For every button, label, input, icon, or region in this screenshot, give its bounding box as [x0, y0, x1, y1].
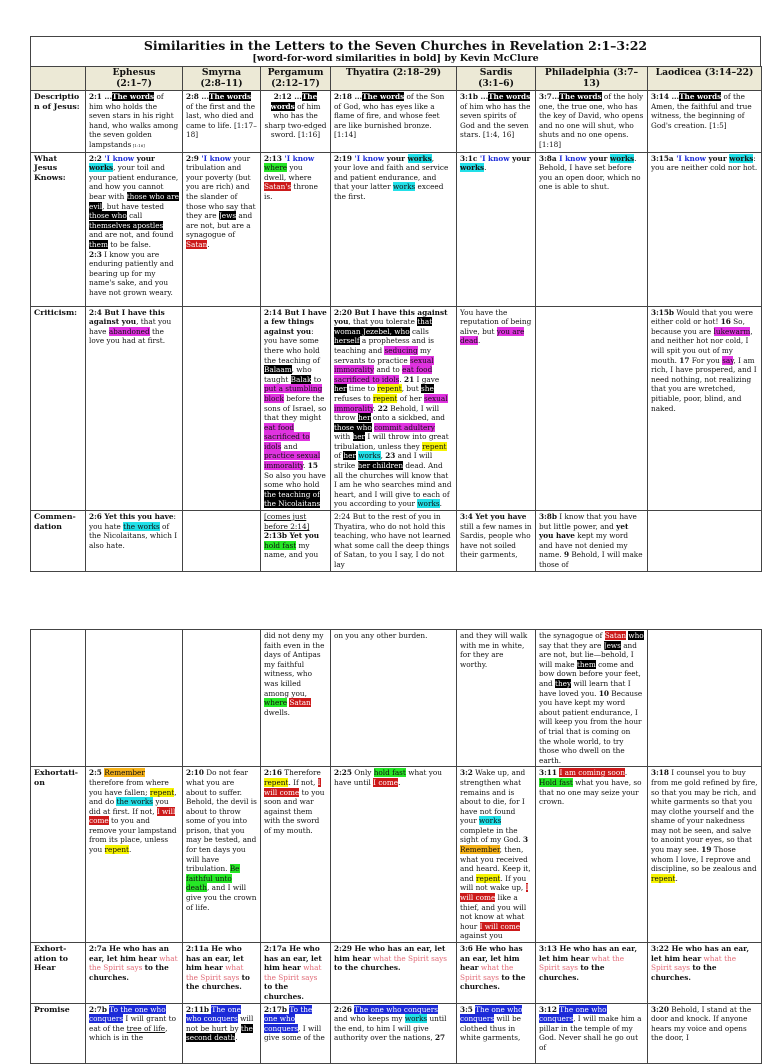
row-label-knows: What Jesus Knows:	[31, 152, 86, 306]
cell-commendation-pergamum: [comes just before 2:14] 2:13b Yet you hold fast my name, and you	[261, 511, 331, 572]
cell-exhortation-ephesus: 2:5 Remember therefore from where you have fallen; repent, and do the works you did at first. If not, I will come to you and remove your lampstand from its place, unless you repent.	[86, 767, 183, 943]
promise-row	[31, 1003, 762, 1063]
exhortation-row	[31, 767, 762, 943]
cell-knows-thyatira: 2:19 'I know your works, your love and faith and service and patient endurance, and that your latter works exceed the first.	[331, 152, 457, 306]
commendation-row-continued	[31, 630, 762, 767]
churches-table	[30, 66, 762, 572]
cell-promise-sardis: 3:5 The one who conquers will be clothed thus in white garments,	[457, 1003, 536, 1063]
column-header-sardis: Sardis (3:1–6)	[457, 67, 536, 91]
column-header-pergamum: Pergamum (2:12–17)	[261, 67, 331, 91]
document-subtitle: [word-for-word similarities in bold] by Kevin McClure	[252, 53, 539, 64]
corner-cell	[31, 67, 86, 91]
document-page-2	[30, 629, 761, 1052]
document-header	[30, 36, 761, 66]
cell-knows-philadelphia: 3:8a I know your works. Behold, I have set before you an open door, which no one is able to shut.	[536, 152, 648, 306]
cell-hear-sardis: 3:6 He who has an ear, let him hear what the Spirit says to the churches.	[457, 943, 536, 1004]
cell-commendation-ephesus-cont	[86, 630, 183, 767]
churches-table-continued	[30, 629, 762, 1064]
cell-promise-philadelphia: 3:12 The one who conquers, I will make him a pillar in the temple of my God. Never shall he go out of	[536, 1003, 648, 1063]
cell-commendation-philadelphia-cont: the synagogue of Satan who say that they are Jews and are not, but lie—behold, I will make them come and bow down before your feet, and they will learn that I have loved you. 10 Because you have kept my word about patient endurance, I will keep you from the hour of trial that is coming on the whole world, to try those who dwell on the earth.	[536, 630, 648, 767]
cell-knows-ephesus: 2:2 'I know your works, your toil and your patient endurance, and how you cannot bear with those who are evil, but have tested those who call themselves apostles and are not, and found them to be false. 2:3 I know you are enduring patiently and bearing up for my name's sake, and you have not grown weary.	[86, 152, 183, 306]
column-header-row	[31, 67, 762, 91]
cell-criticism-ephesus: 2:4 But I have this against you, that you have abandoned the love you had at first.	[86, 306, 183, 510]
cell-description-sardis: 3:1b ...The words of him who has the seven spirits of God and the seven stars. [1:4, 16]	[457, 91, 536, 153]
cell-commendation-laodicea-cont	[648, 630, 762, 767]
cell-promise-thyatira: 2:26 The one who conquers and who keeps my works until the end, to him I will give authority over the nations, 27	[331, 1003, 457, 1063]
commendation-row	[31, 511, 762, 572]
cell-commendation-sardis-cont: and they will walk with me in white, for they are worthy.	[457, 630, 536, 767]
row-label-hear: Exhort-ation to Hear	[31, 943, 86, 1004]
cell-hear-philadelphia: 3:13 He who has an ear, let him hear what the Spirit says to the churches.	[536, 943, 648, 1004]
document-page-1	[30, 36, 761, 569]
cell-knows-pergamum: 2:13 'I know where you dwell, where Satan's throne is.	[261, 152, 331, 306]
cell-commendation-ephesus: 2:6 Yet this you have: you hate the works of the Nicolaitans, which I also hate.	[86, 511, 183, 572]
description-row	[31, 91, 762, 153]
cell-hear-thyatira: 2:29 He who has an ear, let him hear what the Spirit says to the churches.	[331, 943, 457, 1004]
cell-hear-smyrna: 2:11a He who has an ear, let him hear what the Spirit says to the churches.	[183, 943, 261, 1004]
cell-promise-smyrna: 2:11b The one who conquers will not be hurt by the second death.	[183, 1003, 261, 1063]
cell-commendation-smyrna-cont	[183, 630, 261, 767]
row-label-criticism: Criticism:	[31, 306, 86, 510]
knows-row	[31, 152, 762, 306]
cell-exhortation-laodicea: 3:18 I counsel you to buy from me gold refined by fire, so that you may be rich, and white garments so that you may clothe yourself and the shame of your nakedness may not be seen, and salve to anoint your eyes, so that you may see. 19 Those whom I love, I reprove and discipline, so be zealous and repent.	[648, 767, 762, 943]
cell-description-ephesus: 2:1 ...The words of him who holds the seven stars in his right hand, who walks among the seven golden lampstands [1:16]	[86, 91, 183, 153]
row-label-exhortation: Exhortati-on	[31, 767, 86, 943]
cell-commendation-sardis: 3:4 Yet you have still a few names in Sardis, people who have not soiled their garments,	[457, 511, 536, 572]
cell-hear-ephesus: 2:7a He who has an ear, let him hear what the Spirit says to the churches.	[86, 943, 183, 1004]
cell-promise-pergamum: 2:17b To the one who conquers, I will give some of the	[261, 1003, 331, 1063]
column-header-philadelphia: Philadelphia (3:7–13)	[536, 67, 648, 91]
cell-knows-sardis: 3:1c 'I know your works.	[457, 152, 536, 306]
cell-criticism-philadelphia	[536, 306, 648, 510]
column-header-ephesus: Ephesus (2:1–7)	[86, 67, 183, 91]
cell-criticism-smyrna	[183, 306, 261, 510]
row-label-commendation: Commen-dation	[31, 511, 86, 572]
document-title: Similarities in the Letters to the Seven Churches in Revelation 2:1–3:22	[143, 38, 648, 53]
hear-row	[31, 943, 762, 1004]
cell-commendation-pergamum-cont: did not deny my faith even in the days of Antipas my faithful witness, who was killed among you, where Satan dwells.	[261, 630, 331, 767]
cell-description-philadelphia: 3:7...The words of the holy one, the true one, who has the key of David, who opens and no one will shut, who shuts and no one opens. [1:18]	[536, 91, 648, 153]
cell-knows-smyrna: 2:9 'I know your tribulation and your poverty (but you are rich) and the slander of those who say that they are Jews and are not, but are a synagogue of Satan.	[183, 152, 261, 306]
cell-criticism-pergamum: 2:14 But I have a few things against you: you have some there who hold the teaching of Balaam, who taught Balak to put a stumbling block before the sons of Israel, so that they might eat food sacrificed to idols and practice sexual immorality. 15 So also you have some who hold the teaching of the Nicolaitans	[261, 306, 331, 510]
cell-criticism-thyatira: 2:20 But I have this against you, that you tolerate that woman Jezebel, who calls herself a prophetess and is teaching and seducing my servants to practice sexual immorality and to eat food sacrificed to idols. 21 I gave her time to repent, but she refuses to repent of her sexual immorality. 22 Behold, I will throw her onto a sickbed, and those who commit adultery with her I will throw into great tribulation, unless they repent of her works, 23 and I will strike her children dead. And all the churches will know that I am he who searches mind and heart, and I will give to each of you according to your works.	[331, 306, 457, 510]
cell-promise-ephesus: 2:7b To the one who conquers I will grant to eat of the tree of life, which is in the	[86, 1003, 183, 1063]
cell-hear-laodicea: 3:22 He who has an ear, let him hear what the Spirit says to the churches.	[648, 943, 762, 1004]
cell-promise-laodicea: 3:20 Behold, I stand at the door and knock. If anyone hears my voice and opens the door, I	[648, 1003, 762, 1063]
cell-description-laodicea: 3:14 ...The words of the Amen, the faithful and true witness, the beginning of God's creation. [1:5]	[648, 91, 762, 153]
cell-description-smyrna: 2:8 ...The words of the first and the last, who died and came to life. [1:17–18]	[183, 91, 261, 153]
cell-description-thyatira: 2:18 ...The words of the Son of God, who has eyes like a flame of fire, and whose feet are like burnished bronze. [1:14]	[331, 91, 457, 153]
cell-exhortation-pergamum: 2:16 Therefore repent. If not, I will come to you soon and war against them with the sword of my mouth.	[261, 767, 331, 943]
cell-exhortation-philadelphia: 3:11 I am coming soon. Hold fast what you have, so that no one may seize your crown.	[536, 767, 648, 943]
row-label-empty	[31, 630, 86, 767]
cell-criticism-sardis: You have the reputation of being alive, but you are dead.	[457, 306, 536, 510]
cell-exhortation-sardis: 3:2 Wake up, and strengthen what remains and is about to die, for I have not found your works complete in the sight of my God. 3 Remember, then, what you received and heard. Keep it, and repent. If you will not wake up, I will come like a thief, and you will not know at what hour I will come against you	[457, 767, 536, 943]
row-label-promise: Promise	[31, 1003, 86, 1063]
column-header-laodicea: Laodicea (3:14–22)	[648, 67, 762, 91]
cell-commendation-thyatira-cont: on you any other burden.	[331, 630, 457, 767]
cell-description-pergamum: 2:12 ...The words of him who has the sharp two-edged sword. [1:16]	[261, 91, 331, 153]
cell-commendation-thyatira: 2:24 But to the rest of you in Thyatira, who do not hold this teaching, who have not learned what some call the deep things of Satan, to you I say, I do not lay	[331, 511, 457, 572]
cell-exhortation-thyatira: 2:25 Only hold fast what you have until I come.	[331, 767, 457, 943]
cell-commendation-philadelphia: 3:8b I know that you have but little power, and yet you have kept my word and have not denied my name. 9 Behold, I will make those of	[536, 511, 648, 572]
column-header-smyrna: Smyrna (2:8–11)	[183, 67, 261, 91]
row-label-description: Description of Jesus:	[31, 91, 86, 153]
cell-hear-pergamum: 2:17a He who has an ear, let him hear what the Spirit says to the churches.	[261, 943, 331, 1004]
cell-exhortation-smyrna: 2:10 Do not fear what you are about to suffer. Behold, the devil is about to throw some of you into prison, that you may be tested, and for ten days you will have tribulation. Be faithful unto death, and I will give you the crown of life.	[183, 767, 261, 943]
cell-commendation-smyrna	[183, 511, 261, 572]
cell-knows-laodicea: 3:15a 'I know your works: you are neither cold nor hot.	[648, 152, 762, 306]
cell-commendation-laodicea	[648, 511, 762, 572]
column-header-thyatira: Thyatira (2:18–29)	[331, 67, 457, 91]
criticism-row	[31, 306, 762, 510]
cell-criticism-laodicea: 3:15b Would that you were either cold or hot! 16 So, because you are lukewarm, and neither hot nor cold, I will spit you out of my mouth. 17 For you say, I am rich, I have prospered, and I need nothing, not realizing that you are wretched, pitiable, poor, blind, and naked.	[648, 306, 762, 510]
